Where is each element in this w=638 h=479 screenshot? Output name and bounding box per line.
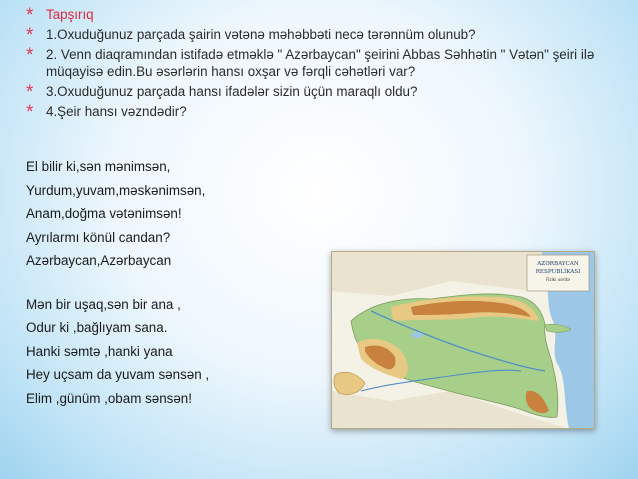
task-list: [26, 6, 616, 123]
bullet-star-icon: *: [26, 102, 34, 123]
task-item: [26, 102, 616, 123]
reservoir: [411, 332, 423, 338]
azerbaijan-map-image: [331, 251, 595, 429]
poem-line: Hanki səmtə ,hanki yana: [26, 343, 173, 359]
bullet-star-icon: *: [26, 5, 34, 26]
task-item: [26, 82, 616, 103]
map-title-line-3: Fiziki xəritə: [546, 277, 570, 282]
poem-line: Azərbaycan,Azərbaycan: [26, 253, 172, 268]
poem-line: Odur ki ,bağlıyam sana.: [26, 320, 168, 335]
task-item-text: 2. Venn diaqramından istifadə etməklə " Azərbaycan" şeirini Abbas Səhhətin " Vətən" şeiri ilə müqayisə edin.Bu əsərlərin hansı oxşar və fərqli cəhətləri var?: [46, 47, 595, 79]
poem-line: Mən bir uşaq,sən bir ana ,: [26, 296, 181, 312]
poem-line: Hey uçsam da yuvam sənsən ,: [26, 367, 210, 382]
poem-line: Ayrılarmı könül candan?: [26, 229, 171, 245]
map-illustration: [331, 251, 595, 429]
poem-stanza-2: [26, 293, 209, 411]
task-item-text: 3.Oxuduğunuz parçada hansı ifadələr sizin üçün maraqlı oldu?: [46, 84, 418, 99]
task-item-text: 1.Oxuduğunuz parçada şairin vətənə məhəbbəti necə tərənnüm olunub?: [46, 27, 476, 42]
poem-line: El bilir ki,sən mənimsən,: [26, 159, 171, 174]
task-item: [26, 25, 616, 46]
bullet-star-icon: *: [26, 45, 34, 66]
task-item-text: 4.Şeir hansı vəzndədir?: [46, 104, 187, 119]
task-heading: [26, 5, 616, 26]
map-title-line-1: AZƏRBAYCAN: [537, 261, 579, 267]
poem-line: Anam,doğma vətənimsən!: [26, 206, 182, 221]
poem-stanza-1: [26, 155, 209, 273]
poem-line: Elim ,günüm ,obam sənsən!: [26, 390, 192, 406]
task-item: [26, 46, 616, 80]
bullet-star-icon: *: [26, 82, 34, 103]
poem-line: Yurdum,yuvam,məskənimsən,: [26, 182, 206, 198]
bullet-star-icon: *: [26, 25, 34, 46]
map-title-line-2: RESPUBLİKASI: [535, 269, 581, 275]
poem: [26, 155, 209, 410]
task-heading-text: Tapşırıq: [46, 7, 94, 22]
